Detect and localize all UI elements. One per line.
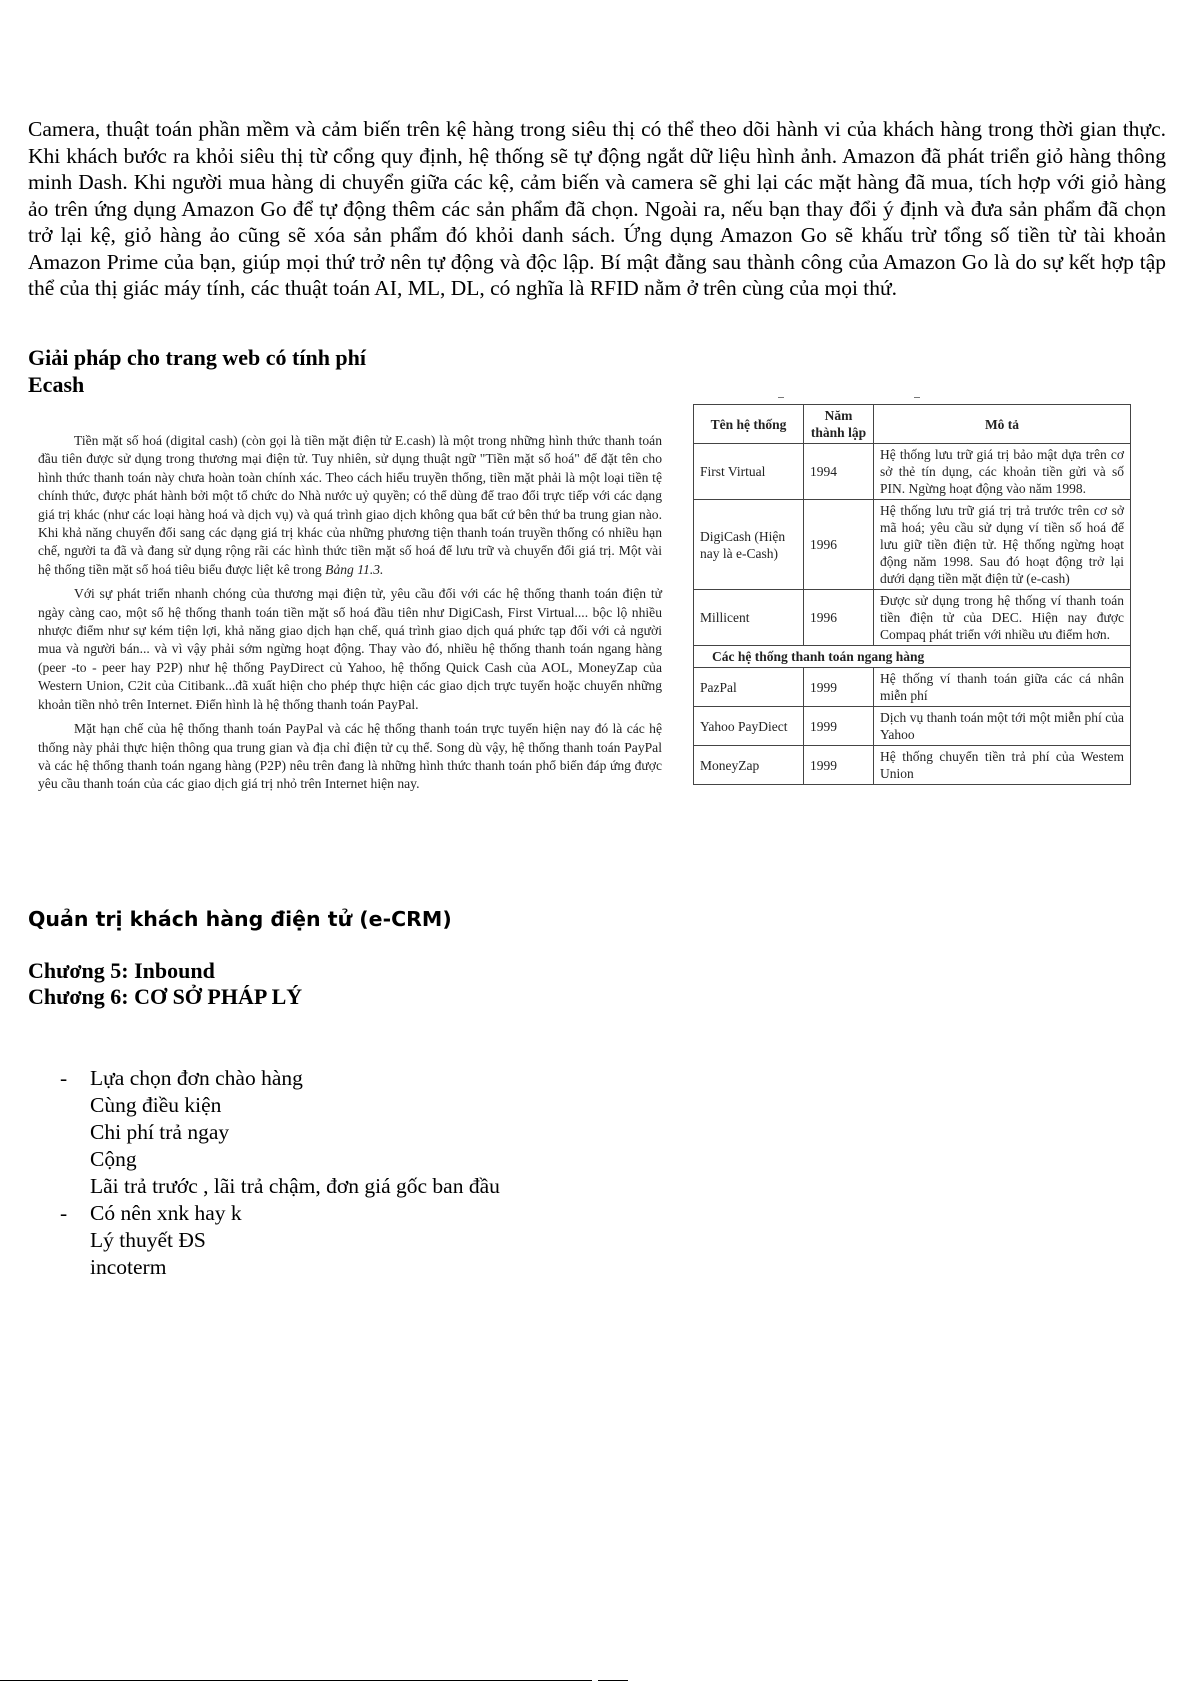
heading-ecash: Ecash <box>28 372 85 397</box>
table-row <box>694 746 1131 785</box>
excerpt-paragraph: Với sự phát triển nhanh chóng của thương mại điện tử, yêu cầu đối với các hệ thống thanh toán điện tử ngày càng cao, một số hệ thống thanh toán tiền mặt số hoá đầu tiên như DigiCash, First Virtual.... bộc lộ nhiều nhược điểm như sự kém tiện lợi, khả năng giao dịch hạn chế, quá trình giao dịch quá phức tạp đối với cả người mua và người bán... và vì vậy phải sớm ngừng hoạt động. Thay vào đó, nhiều hệ thống thanh toán ngang hàng (peer -to - peer hay P2P) như hệ thống PayDirect củ Yahoo, hệ thống Quick Cash của AOL, MoneyZap của Western Union, C2it của Citibank...đã xuất hiện cho phép thực hiện các giao dịch trực tuyến hoặc chuyển những khoản tiền nhỏ trên Internet. Điển hình là hệ thống thanh toán PayPal. <box>38 586 662 712</box>
list-item: Lựa chọn đơn chào hàng <box>90 1066 303 1090</box>
list-item: Cộng <box>90 1147 137 1171</box>
heading-paid-web: Giải pháp cho trang web có tính phí <box>28 345 367 370</box>
col-header-name: Tên hệ thống <box>694 405 804 444</box>
excerpt-paragraph <box>38 432 662 579</box>
bullet-dash: - <box>60 1201 68 1225</box>
cell-year: 1996 <box>804 500 874 590</box>
cell-year: 1999 <box>804 668 874 707</box>
list-item: Cùng điều kiện <box>90 1093 222 1117</box>
table-row <box>694 444 1131 500</box>
cell-year: 1999 <box>804 746 874 785</box>
cell-year: 1996 <box>804 590 874 646</box>
table-row <box>694 590 1131 646</box>
table-row <box>694 707 1131 746</box>
bullet-dash: - <box>60 1066 68 1090</box>
col-header-year: Năm thành lập <box>804 405 874 444</box>
cell-desc: Hệ thống lưu trữ giá trị trả trước trên cơ sở mã hoá; yêu cầu sử dụng ví tiền số hoá để lưu giữ tiền điện tử. Hệ thống ngừng hoạt động năm 1998. Sau đó hoạt động trở lại dưới dạng tiền mặt điện tử (e-cash) <box>874 500 1131 590</box>
section-label: Các hệ thống thanh toán ngang hàng <box>694 646 1131 668</box>
cell-desc: Được sử dụng trong hệ thống ví thanh toán tiền điện tử của DEC. Hiện nay được Compaq phát triển với nhiều ưu điểm hơn. <box>874 590 1131 646</box>
table-row <box>694 668 1131 707</box>
col-header-desc: Mô tả <box>874 405 1131 444</box>
payment-systems-table <box>693 404 1131 785</box>
cell-year: 1994 <box>804 444 874 500</box>
heading-ecrm: Quản trị khách hàng điện tử (e-CRM) <box>28 907 452 931</box>
cell-name: Yahoo PayDiect <box>694 707 804 746</box>
excerpt-paragraph: Mặt hạn chế của hệ thống thanh toán PayPal và các hệ thống thanh toán trực tuyến hiện nay đó là các hệ thống này phải thực hiện thông qua trung gian và địa chỉ điện tử cụ thể. Song dù vậy, hệ thống thanh toán PayPal và các hệ thống thanh toán ngang hàng (P2P) nêu trên đang là những hình thức thanh toán phổ biến đáp ứng được yêu cầu thanh toán của các giao dịch giá trị nhỏ trên Internet hiện nay. <box>38 721 662 792</box>
scan-artifact <box>914 397 920 398</box>
cell-desc: Hệ thống ví thanh toán giữa các cá nhân miễn phí <box>874 668 1131 707</box>
cell-name: DigiCash (Hiện nay là e-Cash) <box>694 500 804 590</box>
cell-name: First Virtual <box>694 444 804 500</box>
ecash-excerpt-image <box>38 432 662 800</box>
excerpt-p1-text: Tiền mặt số hoá (digital cash) (còn gọi là tiền mặt điện tử E.cash) là một trong những hình thức thanh toán đầu tiên được sử dụng trong thương mại điện tử. Tuy nhiên, sử dụng thuật ngữ "Tiền mặt số hoá" để đặt tên cho hình thức thanh toán này chưa hoàn toàn chính xác. Theo cách hiểu truyền thống, tiền mặt phải là một loại tiền tệ chính thức, được phát hành bởi một tổ chức do Nhà nước uỷ quyền; có thể dùng để trao đổi trực tiếp với các dạng giá trị khác (như các loại hàng hoá và dịch vụ) và quá trình giao dịch không qua bất cứ bên thứ ba trung gian nào. Khi khả năng chuyển đổi sang các dạng giá trị khác của những phương tiện thanh toán truyền thống có nhiều hạn chế, người ta đã và đang sử dụng rộng rãi các hình thức tiền mặt số hoá để lưu trữ và chuyển đổi giá trị. Một vài hệ thống tiền mặt số hoá tiêu biểu được liệt kê trong <box>38 433 662 577</box>
cell-name: Millicent <box>694 590 804 646</box>
table-header-row <box>694 405 1131 444</box>
footer-divider <box>0 1680 592 1681</box>
excerpt-table-ref: Bảng 11.3. <box>325 561 384 577</box>
list-item: Có nên xnk hay k <box>90 1201 242 1225</box>
cell-name: MoneyZap <box>694 746 804 785</box>
list-item: Chi phí trả ngay <box>90 1120 230 1144</box>
scan-artifact <box>778 397 784 398</box>
table-row <box>694 500 1131 590</box>
cell-desc: Hệ thống lưu trữ giá trị bảo mật dựa trên cơ sở thẻ tín dụng, các khoản tiền gửi và số PIN. Ngừng hoạt động vào năm 1998. <box>874 444 1131 500</box>
table-section-row <box>694 646 1131 668</box>
cell-year: 1999 <box>804 707 874 746</box>
footer-divider <box>598 1680 628 1681</box>
heading-chapter5: Chương 5: Inbound <box>28 958 215 983</box>
list-item: Lãi trả trước , lãi trả chậm, đơn giá gốc ban đầu <box>90 1174 500 1198</box>
list-item: incoterm <box>90 1255 167 1279</box>
heading-chapter6: Chương 6: CƠ SỞ PHÁP LÝ <box>28 984 303 1009</box>
list-item: Lý thuyết ĐS <box>90 1228 206 1252</box>
cell-desc: Dịch vụ thanh toán một tới một miễn phí của Yahoo <box>874 707 1131 746</box>
cell-name: PazPal <box>694 668 804 707</box>
cell-desc: Hệ thống chuyển tiền trả phí của Westem Union <box>874 746 1131 785</box>
intro-paragraph: Camera, thuật toán phần mềm và cảm biến trên kệ hàng trong siêu thị có thể theo dõi hành vi của khách hàng trong thời gian thực. Khi khách bước ra khỏi siêu thị từ cổng quy định, hệ thống sẽ tự động ngắt dữ liệu hình ảnh. Amazon đã phát triển giỏ hàng thông minh Dash. Khi người mua hàng di chuyển giữa các kệ, cảm biến và camera sẽ ghi lại các mặt hàng đã mua, tích hợp với giỏ hàng ảo trên ứng dụng Amazon Go để tự động thêm các sản phẩm đã chọn. Ngoài ra, nếu bạn thay đổi ý định và đưa sản phẩm đã chọn trở lại kệ, giỏ hàng ảo cũng sẽ xóa sản phẩm đó khỏi danh sách. Ứng dụng Amazon Go sẽ khấu trừ tổng số tiền từ tài khoản Amazon Prime của bạn, giúp mọi thứ trở nên tự động và độc lập. Bí mật đằng sau thành công của Amazon Go là do sự kết hợp tập thể của thị giác máy tính, các thuật toán AI, ML, DL, có nghĩa là RFID nằm ở trên cùng của mọi thứ. <box>28 117 1166 300</box>
